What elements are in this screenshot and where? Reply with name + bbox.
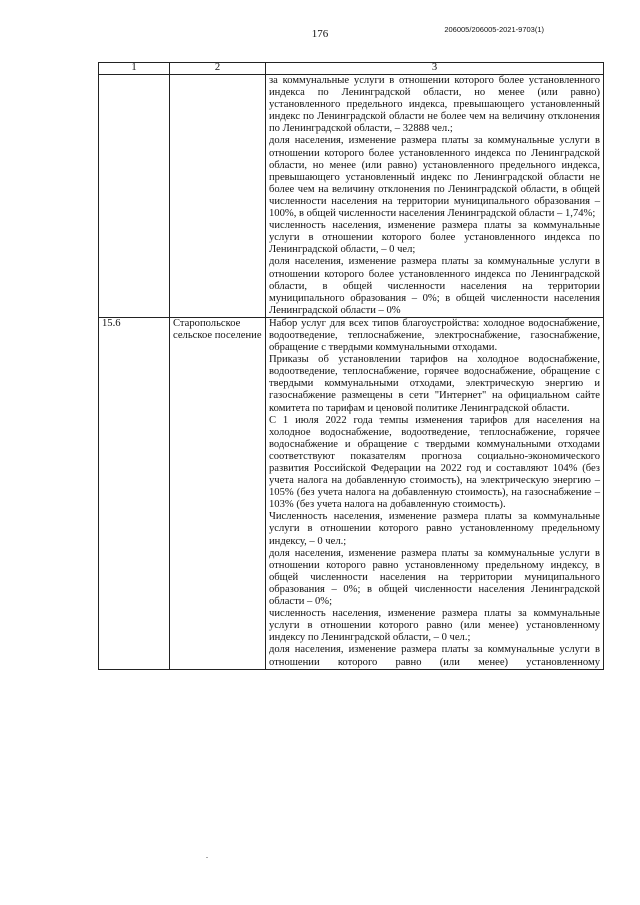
cell-settlement-name: Старопольское сельское поселение [170, 317, 266, 669]
header-col-1: 1 [99, 63, 170, 75]
table-row-15-6 [99, 317, 604, 669]
cell-description [266, 75, 604, 318]
paragraph: Численность населения, изменение размера платы за коммунальные услуги в отношении которого равно установленному предельному индексу, – 0 чел.; [269, 511, 600, 547]
paragraph: численность населения, изменение размера платы за коммунальные услуги в отношении которого более установленного индекса по Ленинградской области, – 0 чел; [269, 220, 600, 256]
paragraph: численность населения, изменение размера платы за коммунальные услуги в отношении которого равно (или менее) установленному индексу по Ленинградской области, – 0 чел.; [269, 608, 600, 644]
paragraph: доля населения, изменение размера платы за коммунальные услуги в отношении которого равно установленному предельному индексу, в общей численности населения на территории муниципального образования – 0%; в общей численности населения Ленинградской области – 0%; [269, 547, 600, 608]
paragraph: Приказы об установлении тарифов на холодное водоснабжение, водоотведение, теплоснабжение, горячее водоснабжение, обращение с твердыми коммунальными отходами, электрическую энергию и газоснабжение размещены в сети "Интернет" на официальном сайте комитета по тарифам и ценовой политике Ленинградской области. [269, 354, 600, 414]
cell-row-number: 15.6 [99, 317, 170, 669]
cell-description [266, 317, 604, 669]
document-code: 206005/206005-2021-9703(1) [444, 25, 544, 34]
paragraph: доля населения, изменение размера платы за коммунальные услуги в отношении которого равно (или менее) установленному [269, 644, 600, 668]
footer-mark: . [206, 851, 208, 860]
table-row-continued [99, 75, 604, 318]
paragraph: С 1 июля 2022 года темпы изменения тарифов для населения на холодное водоснабжение, водоотведение, теплоснабжение, горячее водоснабжение и обращение с твердыми коммунальными отходами соответствуют показателям прогноза социально-экономического развития Российской Федерации на 2022 год и составляют 104% (без учета налога на добавленную стоимость), на электрическую энергию – 105% (без учета налога на добавленную стоимость), на газоснабжение – 103% (без учета налога на добавленную стоимость). [269, 414, 600, 511]
table-header-row [99, 63, 604, 75]
main-table [98, 62, 604, 670]
header-col-3: 3 [266, 63, 604, 75]
cell-name-empty [170, 75, 266, 318]
paragraph: за коммунальные услуги в отношении которого более установленного индекса по Ленинградской области, но менее (или равно) установленного предельного индекса, превышающего установленный индекс по Ленинградской области не более чем на величину отклонения по Ленинградской области, – 32888 чел.; [269, 75, 600, 135]
paragraph: доля населения, изменение размера платы за коммунальные услуги в отношении которого более установленного индекса по Ленинградской области, в общей численности населения на территории муниципального образования – 0%; в общей численности населения Ленинградской области – 0% [269, 256, 600, 316]
cell-number-empty [99, 75, 170, 318]
paragraph: доля населения, изменение размера платы за коммунальные услуги в отношении которого более установленного индекса по Ленинградской области, но менее (или равно) установленного предельного индекса, превышающего установленный индекс по Ленинградской области не более чем на величину отклонения по Ленинградской области, в общей численности населения на территории муниципального образования – 100%, в общей численности населения Ленинградской области – 1,74%; [269, 135, 600, 220]
header-col-2: 2 [170, 63, 266, 75]
paragraph: Набор услуг для всех типов благоустройства: холодное водоснабжение, водоотведение, теплоснабжение, электроснабжение, газоснабжение, обращение с твердыми коммунальными отходами. [269, 317, 600, 354]
page-number: 176 [311, 28, 329, 40]
